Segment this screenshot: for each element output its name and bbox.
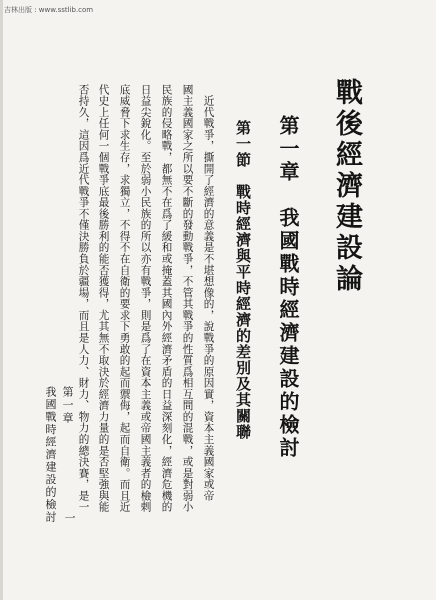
book-title: 戰後經濟建設論 [331, 78, 362, 295]
body-column: 代史上任何一個戰爭底最後勝利的能否獲得，尤其無不取決於經濟力量的是否堅強與能 [97, 84, 110, 513]
body-column: 日益尖銳化。至於弱小民族的所以亦有戰爭，則是爲了在資本主義或帝國主義者的檢剌 [139, 84, 152, 513]
chapter-title: 第一章 我國戰時經濟建設的檢討 [276, 115, 300, 460]
body-column: 近代戰爭，撕開了經濟的意義是不堪想像的，說戰爭的原因實，資本主義國家或帝 [202, 84, 215, 502]
page-number: 一 [63, 512, 76, 523]
body-column: 民族的侵略戰，都無不在爲了緩和或掩蓋其國內外經濟矛盾的日益深刻化，經濟危機的 [160, 84, 173, 513]
section-title: 第一節 戰時經濟與平時經濟的差別及其關聯 [234, 120, 252, 440]
running-footer-title: 我國戰時經濟建設的檢討 [44, 386, 57, 524]
scan-edge [0, 0, 3, 600]
body-column: 底威脅下求生存，求獨立，不得不在自衛的要求下勇敢的起而禦侮，起而自衛。而且近 [118, 84, 131, 513]
body-column: 否持久，這因爲近代戰爭不僅決勝負於疆場，而且是人力、財力、物力的總決賽，是一 [77, 84, 90, 513]
library-watermark: 吉林出版 : www.sstlib.com [4, 6, 94, 14]
body-column: 國主義國家之所以要不斷的發動戰爭，不管其戰爭的性質爲相互間的混戰，或是對弱小 [181, 84, 194, 513]
running-footer-chapter: 第一章 [61, 386, 74, 425]
